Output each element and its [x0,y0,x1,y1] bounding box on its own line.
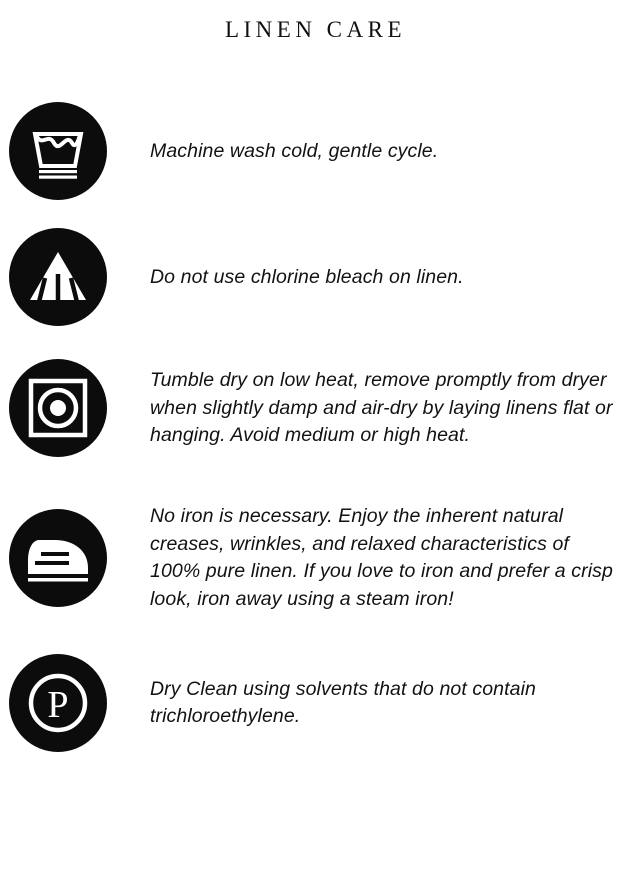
text-cell [116,244,631,311]
list-item [0,221,631,333]
icon-cell [0,228,116,326]
care-instruction-list [0,95,631,759]
care-instruction-text: Do not use chlorine bleach on linen. [150,265,464,288]
svg-text:P: P [47,684,69,727]
dry-clean-p-icon [9,654,107,752]
tumble-dry-low-icon [9,359,107,457]
text-cell [116,347,631,469]
list-item [0,95,631,207]
care-instruction-text: Dry Clean using solvents that do not contain trichloroethylene. [150,677,536,728]
list-item [0,347,631,469]
text-cell [116,483,631,633]
icon-cell [0,102,116,200]
text-cell [116,656,631,750]
care-instruction-text: Tumble dry on low heat, remove promptly from dryer when slightly damp and air-dry by laying linens flat or hanging. Avoid medium or high heat. [150,368,613,447]
care-instruction-text: Machine wash cold, gentle cycle. [150,139,439,162]
icon-cell [0,359,116,457]
icon-cell [0,509,116,607]
wash-tub-icon [9,102,107,200]
list-item [0,483,631,633]
page-title: LINEN CARE [224,17,407,43]
iron-icon [9,509,107,607]
no-bleach-triangle-icon [9,228,107,326]
icon-cell [0,654,116,752]
care-instruction-text: No iron is necessary. Enjoy the inherent natural creases, wrinkles, and relaxed characteristics of 100% pure linen. If you love to iron and prefer a crisp look, iron away using a steam iron! [150,504,613,611]
list-item [0,647,631,759]
linen-care-page [0,15,631,894]
text-cell [116,118,631,185]
